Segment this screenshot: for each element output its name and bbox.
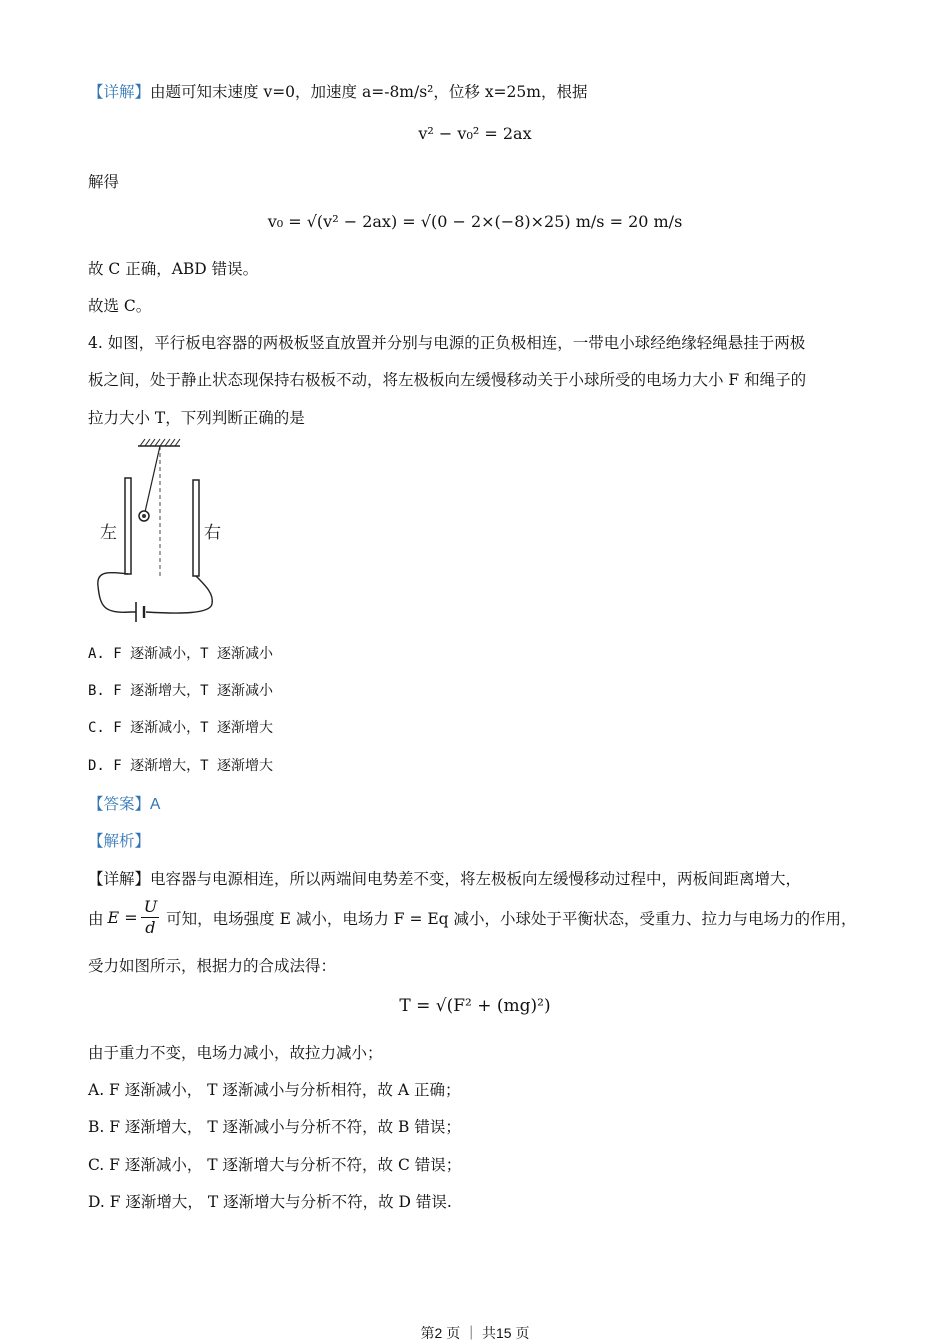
detail-tag: 【详解】 <box>88 83 151 101</box>
right-plate <box>193 480 199 576</box>
left-wire <box>98 573 136 613</box>
option-b: B. F 逐渐增大，T 逐渐减小 <box>88 683 274 699</box>
q4-detail-tag: 【详解】 <box>88 870 151 888</box>
analysis-tag: 【解析】 <box>88 832 151 850</box>
formula-v0: v₀ = √(v² − 2ax) = √(0 − 2×(−8)×25) m/s = 20 m/s <box>267 212 683 231</box>
analysis-option-d: D. F 逐渐增大， T 逐渐增大与分析不符，故 D 错误. <box>88 1193 452 1211</box>
answer-value: A <box>150 796 161 813</box>
answer-line <box>88 792 160 814</box>
detail-line2-a: 由 <box>88 909 104 928</box>
detail-line2-b: 可知，电场强度 E 减小，电场力 F = Eq 减小，小球处于平衡状态，受重力、拉力与电场力的作用， <box>166 909 857 928</box>
answer-tag: 【答案】 <box>88 795 151 813</box>
fraction-denominator: d <box>145 918 156 937</box>
fraction-numerator: U <box>143 897 158 916</box>
left-label: 左 <box>100 523 117 543</box>
q4-detail-line3: 受力如图所示，根据力的合成法得： <box>88 957 337 975</box>
option-c: C. F 逐渐减小，T 逐渐增大 <box>88 720 274 736</box>
q4-detail-line4: 由于重力不变，电场力减小，故拉力减小； <box>88 1044 383 1062</box>
analysis-option-b: B. F 逐渐增大， T 逐渐减小与分析不符，故 B 错误； <box>88 1118 461 1136</box>
capacitor-figure <box>90 436 230 632</box>
q4-detail-line2 <box>88 897 857 938</box>
formula-kinematics: v² − v₀² = 2ax <box>418 124 532 143</box>
eq-lhs: E = <box>107 908 138 927</box>
analysis-option-a: A. F 逐渐减小， T 逐渐减小与分析相符，故 A 正确； <box>88 1081 461 1099</box>
q4-detail-line1 <box>88 867 801 889</box>
analysis-option-c: C. F 逐渐减小， T 逐渐增大与分析不符，故 C 错误； <box>88 1156 462 1174</box>
detail-text: 由题可知末速度 v=0，加速度 a=-8m/s²，位移 x=25m，根据 <box>150 83 588 101</box>
q4-stem-line3: 拉力大小 T，下列判断正确的是 <box>88 409 305 427</box>
string <box>145 446 160 512</box>
jiede-text: 解得 <box>88 173 120 191</box>
left-plate <box>125 478 131 574</box>
ceiling-hatch <box>140 439 180 446</box>
option-d: D. F 逐渐增大，T 逐渐增大 <box>88 758 274 774</box>
page-footer: 第2 页 ｜ 共15 页 <box>420 1325 530 1341</box>
right-label: 右 <box>204 523 221 543</box>
formula-tension: T = √(F² + (mg)²) <box>399 996 551 1016</box>
prev-detail-line <box>88 80 587 102</box>
q4-stem-line1: 4. 如图，平行板电容器的两极板竖直放置并分别与电源的正负极相连，一带电小球经绝缘轻绳悬挂于两极 <box>88 334 806 352</box>
option-a: A. F 逐渐减小，T 逐渐减小 <box>88 646 274 662</box>
choice-text: 故选 C。 <box>88 297 152 315</box>
q4-detail-text1: 电容器与电源相连，所以两端间电势差不变，将左极板向左缓慢移动过程中，两板间距离增大， <box>150 870 802 888</box>
fraction-u-over-d <box>141 897 160 938</box>
conclusion-text: 故 C 正确，ABD 错误。 <box>88 260 259 278</box>
right-wire <box>146 576 212 613</box>
q4-stem-line2: 板之间，处于静止状态现保持右极板不动，将左极板向左缓慢移动关于小球所受的电场力大小 F 和绳子的 <box>88 371 807 389</box>
